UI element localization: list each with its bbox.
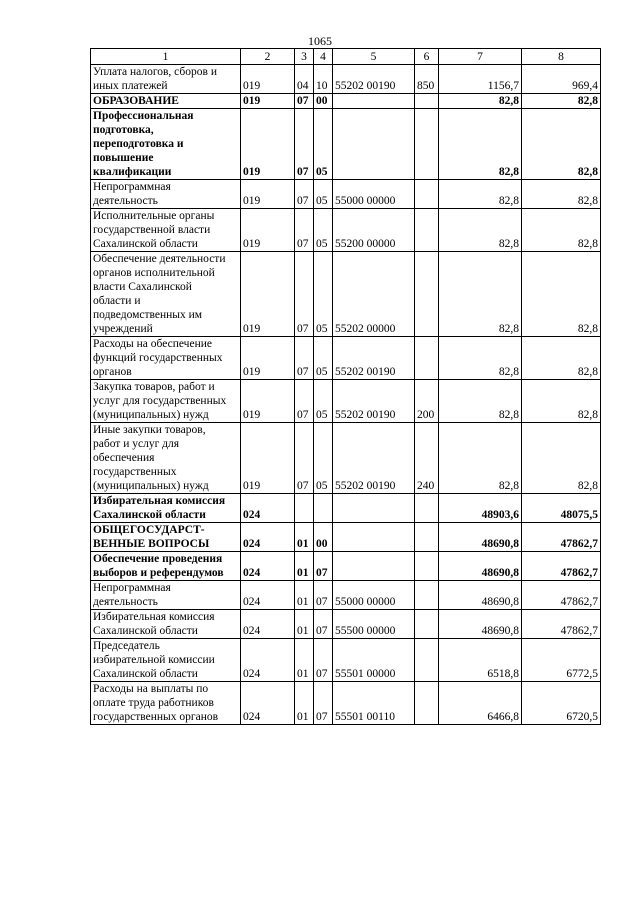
subsection-code: 05	[314, 109, 333, 180]
target-article-code: 55500 00000	[333, 610, 415, 639]
target-article-code	[333, 94, 415, 109]
row-name: ОБРАЗОВАНИЕ	[91, 94, 241, 109]
target-article-code: 55200 00000	[333, 209, 415, 252]
amount-year-2: 47862,7	[522, 552, 601, 581]
row-name: Расходы на выплаты по оплате труда работников государственных органов	[91, 682, 241, 725]
row-name: Избирательная комиссия Сахалинской области	[91, 610, 241, 639]
expense-type-code	[415, 523, 439, 552]
column-header: 5	[333, 49, 415, 65]
expense-type-code	[415, 494, 439, 523]
admin-code: 019	[241, 65, 295, 94]
amount-year-2: 82,8	[522, 94, 601, 109]
target-article-code: 55000 00000	[333, 581, 415, 610]
amount-year-2: 6720,5	[522, 682, 601, 725]
section-code: 07	[295, 209, 314, 252]
subsection-code: 10	[314, 65, 333, 94]
amount-year-1: 82,8	[439, 180, 522, 209]
admin-code: 019	[241, 252, 295, 337]
section-code	[295, 494, 314, 523]
amount-year-1: 6518,8	[439, 639, 522, 682]
column-header: 1	[91, 49, 241, 65]
subsection-code: 05	[314, 380, 333, 423]
table-row	[91, 552, 601, 581]
amount-year-1: 82,8	[439, 94, 522, 109]
section-code: 01	[295, 552, 314, 581]
expense-type-code	[415, 109, 439, 180]
row-name: Исполнительные органы государственной власти Сахалинской области	[91, 209, 241, 252]
amount-year-2: 47862,7	[522, 523, 601, 552]
amount-year-1: 82,8	[439, 380, 522, 423]
amount-year-1: 82,8	[439, 252, 522, 337]
target-article-code: 55501 00000	[333, 639, 415, 682]
amount-year-2: 82,8	[522, 109, 601, 180]
admin-code: 019	[241, 209, 295, 252]
column-header: 6	[415, 49, 439, 65]
target-article-code	[333, 523, 415, 552]
target-article-code: 55202 00190	[333, 380, 415, 423]
section-code: 07	[295, 380, 314, 423]
amount-year-2: 47862,7	[522, 581, 601, 610]
amount-year-2: 82,8	[522, 252, 601, 337]
column-header: 8	[522, 49, 601, 65]
section-code: 07	[295, 94, 314, 109]
page-number: 1065	[308, 34, 332, 48]
amount-year-1: 82,8	[439, 109, 522, 180]
row-name: Непрограммная деятельность	[91, 180, 241, 209]
amount-year-1: 48690,8	[439, 523, 522, 552]
table-row	[91, 94, 601, 109]
row-name: ОБЩЕГОСУДАРСТ- ВЕННЫЕ ВОПРОСЫ	[91, 523, 241, 552]
amount-year-1: 82,8	[439, 337, 522, 380]
target-article-code	[333, 552, 415, 581]
row-name: Избирательная комиссия Сахалинской области	[91, 494, 241, 523]
row-name: Обеспечение проведения выборов и референдумов	[91, 552, 241, 581]
admin-code: 024	[241, 682, 295, 725]
expense-type-code	[415, 552, 439, 581]
table-row	[91, 109, 601, 180]
admin-code: 024	[241, 494, 295, 523]
admin-code: 024	[241, 552, 295, 581]
amount-year-2: 48075,5	[522, 494, 601, 523]
table-row	[91, 494, 601, 523]
section-code: 01	[295, 523, 314, 552]
table-row	[91, 252, 601, 337]
target-article-code: 55202 00000	[333, 252, 415, 337]
expense-type-code: 240	[415, 423, 439, 494]
section-code: 07	[295, 423, 314, 494]
subsection-code: 05	[314, 337, 333, 380]
subsection-code: 07	[314, 581, 333, 610]
subsection-code: 07	[314, 639, 333, 682]
target-article-code: 55202 00190	[333, 65, 415, 94]
admin-code: 024	[241, 581, 295, 610]
expense-type-code	[415, 209, 439, 252]
section-code: 01	[295, 581, 314, 610]
expense-type-code	[415, 180, 439, 209]
row-name: Уплата налогов, сборов и иных платежей	[91, 65, 241, 94]
amount-year-1: 1156,7	[439, 65, 522, 94]
expense-type-code	[415, 252, 439, 337]
expense-type-code	[415, 94, 439, 109]
table-row	[91, 423, 601, 494]
target-article-code: 55000 00000	[333, 180, 415, 209]
expense-type-code: 850	[415, 65, 439, 94]
admin-code: 019	[241, 380, 295, 423]
subsection-code: 05	[314, 209, 333, 252]
subsection-code: 05	[314, 252, 333, 337]
subsection-code: 00	[314, 94, 333, 109]
table-row	[91, 610, 601, 639]
admin-code: 019	[241, 337, 295, 380]
amount-year-1: 48690,8	[439, 581, 522, 610]
section-code: 01	[295, 639, 314, 682]
subsection-code	[314, 494, 333, 523]
subsection-code: 07	[314, 552, 333, 581]
section-code: 07	[295, 180, 314, 209]
amount-year-1: 82,8	[439, 209, 522, 252]
row-name: Председатель избирательной комиссии Сахалинской области	[91, 639, 241, 682]
amount-year-2: 82,8	[522, 209, 601, 252]
subsection-code: 05	[314, 423, 333, 494]
target-article-code: 55501 00110	[333, 682, 415, 725]
amount-year-1: 48690,8	[439, 610, 522, 639]
section-code: 01	[295, 682, 314, 725]
table-row	[91, 639, 601, 682]
table-row	[91, 682, 601, 725]
table-row	[91, 581, 601, 610]
amount-year-1: 48903,6	[439, 494, 522, 523]
subsection-code: 05	[314, 180, 333, 209]
table-row	[91, 180, 601, 209]
section-code: 04	[295, 65, 314, 94]
expense-type-code	[415, 639, 439, 682]
amount-year-1: 6466,8	[439, 682, 522, 725]
column-header: 2	[241, 49, 295, 65]
expense-type-code	[415, 581, 439, 610]
amount-year-2: 82,8	[522, 337, 601, 380]
table-row	[91, 337, 601, 380]
admin-code: 019	[241, 94, 295, 109]
amount-year-1: 82,8	[439, 423, 522, 494]
admin-code: 019	[241, 180, 295, 209]
row-name: Иные закупки товаров, работ и услуг для обеспечения государственных (муниципальных) нужд	[91, 423, 241, 494]
table-row	[91, 380, 601, 423]
header-row	[91, 49, 601, 65]
amount-year-2: 47862,7	[522, 610, 601, 639]
column-header: 7	[439, 49, 522, 65]
section-code: 01	[295, 610, 314, 639]
expense-type-code	[415, 610, 439, 639]
section-code: 07	[295, 252, 314, 337]
admin-code: 019	[241, 423, 295, 494]
subsection-code: 00	[314, 523, 333, 552]
column-header: 4	[314, 49, 333, 65]
expense-type-code: 200	[415, 380, 439, 423]
amount-year-2: 969,4	[522, 65, 601, 94]
expense-type-code	[415, 337, 439, 380]
target-article-code: 55202 00190	[333, 337, 415, 380]
target-article-code	[333, 494, 415, 523]
admin-code: 024	[241, 523, 295, 552]
subsection-code: 07	[314, 682, 333, 725]
row-name: Закупка товаров, работ и услуг для государственных (муниципальных) нужд	[91, 380, 241, 423]
budget-table	[90, 48, 601, 725]
table-row	[91, 209, 601, 252]
target-article-code: 55202 00190	[333, 423, 415, 494]
admin-code: 024	[241, 610, 295, 639]
column-header: 3	[295, 49, 314, 65]
row-name: Непрограммная деятельность	[91, 581, 241, 610]
amount-year-2: 82,8	[522, 380, 601, 423]
amount-year-1: 48690,8	[439, 552, 522, 581]
row-name: Профессиональная подготовка, переподготовка и повышение квалификации	[91, 109, 241, 180]
row-name: Расходы на обеспечение функций государственных органов	[91, 337, 241, 380]
expense-type-code	[415, 682, 439, 725]
section-code: 07	[295, 337, 314, 380]
table-row	[91, 65, 601, 94]
target-article-code	[333, 109, 415, 180]
amount-year-2: 82,8	[522, 180, 601, 209]
subsection-code: 07	[314, 610, 333, 639]
amount-year-2: 6772,5	[522, 639, 601, 682]
admin-code: 024	[241, 639, 295, 682]
table-row	[91, 523, 601, 552]
amount-year-2: 82,8	[522, 423, 601, 494]
section-code: 07	[295, 109, 314, 180]
row-name: Обеспечение деятельности органов исполнительной власти Сахалинской области и подведомственных им учреждений	[91, 252, 241, 337]
admin-code: 019	[241, 109, 295, 180]
